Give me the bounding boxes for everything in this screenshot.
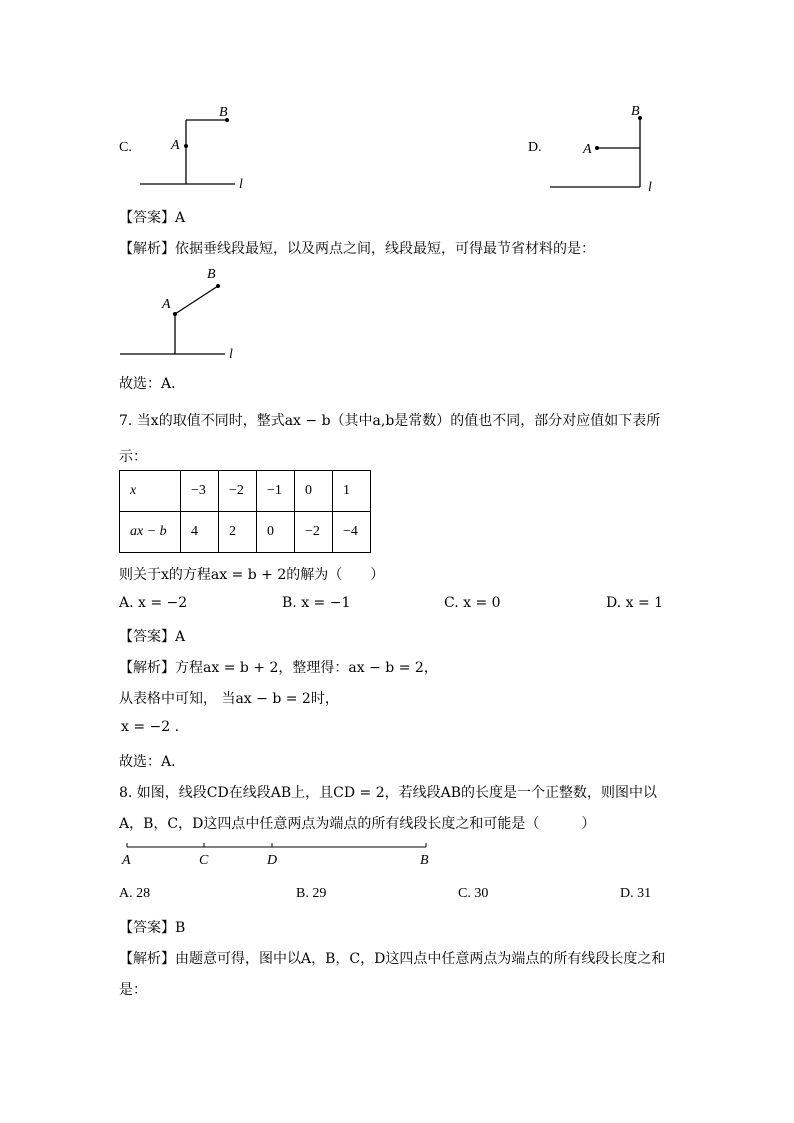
point-a-label: A	[583, 142, 592, 157]
point-c-label: C	[199, 853, 209, 868]
q8-answer: 【答案】B	[119, 920, 186, 936]
option-c-figure	[135, 100, 255, 195]
q7-question: 则关于x的方程ax = b + 2的解为（ ）	[119, 567, 385, 583]
q6-solution-figure	[115, 262, 250, 362]
q7-option-a: A. x = −2	[119, 595, 188, 611]
q6-analysis: 【解析】依据垂线段最短，以及两点之间，线段最短，可得最节省材料的是：	[119, 241, 595, 257]
table-cell: −2	[295, 512, 333, 553]
q7-value-table	[119, 470, 371, 553]
table-cell: 2	[219, 512, 257, 553]
table-cell: −1	[257, 471, 295, 512]
q8-option-a: A. 28	[119, 886, 151, 901]
option-d-figure	[545, 100, 665, 195]
table-cell: 1	[333, 471, 371, 512]
table-cell: x	[120, 471, 181, 512]
table-row	[120, 471, 371, 512]
table-row	[120, 512, 371, 553]
q8-stem-line2: A，B，C，D这四点中任意两点为端点的所有线段长度之和可能是（ ）	[119, 816, 596, 832]
q7-option-d: D. x = 1	[606, 595, 664, 611]
option-d-label: D.	[528, 140, 542, 155]
q8-option-c: C. 30	[458, 886, 489, 901]
q7-option-c: C. x = 0	[444, 595, 501, 611]
point-b-dot	[216, 284, 220, 288]
point-b-label: B	[207, 267, 216, 282]
q7-analysis-2: 从表格中可知， 当ax − b = 2时，	[119, 691, 339, 707]
q6-answer: 【答案】A	[119, 210, 186, 226]
option-c-label: C.	[119, 140, 132, 155]
point-a-dot	[173, 312, 177, 316]
q8-analysis-1: 【解析】由题意可得，图中以A，B，C，D这四点中任意两点为端点的所有线段长度之和	[119, 951, 666, 967]
point-a-label: A	[122, 853, 131, 868]
point-b-label: B	[219, 105, 228, 120]
table-cell: 0	[257, 512, 295, 553]
q8-analysis-2: 是：	[119, 982, 147, 998]
line-l-label: l	[239, 177, 243, 192]
q8-option-b: B. 29	[296, 886, 327, 901]
q8-segment-figure	[115, 838, 445, 870]
q7-stem-line1: 7. 当x的取值不同时，整式ax − b（其中a,b是常数）的值也不同，部分对应值如下表所	[119, 413, 661, 429]
q8-option-d: D. 31	[620, 886, 652, 901]
table-cell: −4	[333, 512, 371, 553]
table-cell: 4	[181, 512, 219, 553]
q7-stem-line2: 示：	[119, 449, 147, 465]
q7-analysis-1: 【解析】方程ax = b + 2，整理得：ax − b = 2，	[119, 660, 438, 676]
q8-stem-line1: 8. 如图，线段CD在线段AB上，且CD = 2，若线段AB的长度是一个正整数，则图中以	[119, 785, 658, 801]
point-b-label: B	[631, 104, 640, 119]
table-cell: −2	[219, 471, 257, 512]
q7-option-b: B. x = −1	[282, 595, 351, 611]
table-cell: 0	[295, 471, 333, 512]
q7-choose: 故选：A．	[119, 754, 186, 770]
line-l-label: l	[648, 180, 652, 195]
point-a-label: A	[162, 297, 171, 312]
point-a-dot	[595, 146, 599, 150]
line-l-label: l	[229, 347, 233, 362]
point-b-label: B	[420, 853, 429, 868]
q6-choose: 故选：A．	[119, 376, 186, 392]
q7-answer: 【答案】A	[119, 629, 186, 645]
point-a-dot	[184, 144, 188, 148]
q7-analysis-3: x = −2 .	[121, 719, 180, 735]
point-a-label: A	[171, 138, 180, 153]
table-cell: ax − b	[120, 512, 181, 553]
table-cell: −3	[181, 471, 219, 512]
point-d-label: D	[267, 853, 278, 868]
